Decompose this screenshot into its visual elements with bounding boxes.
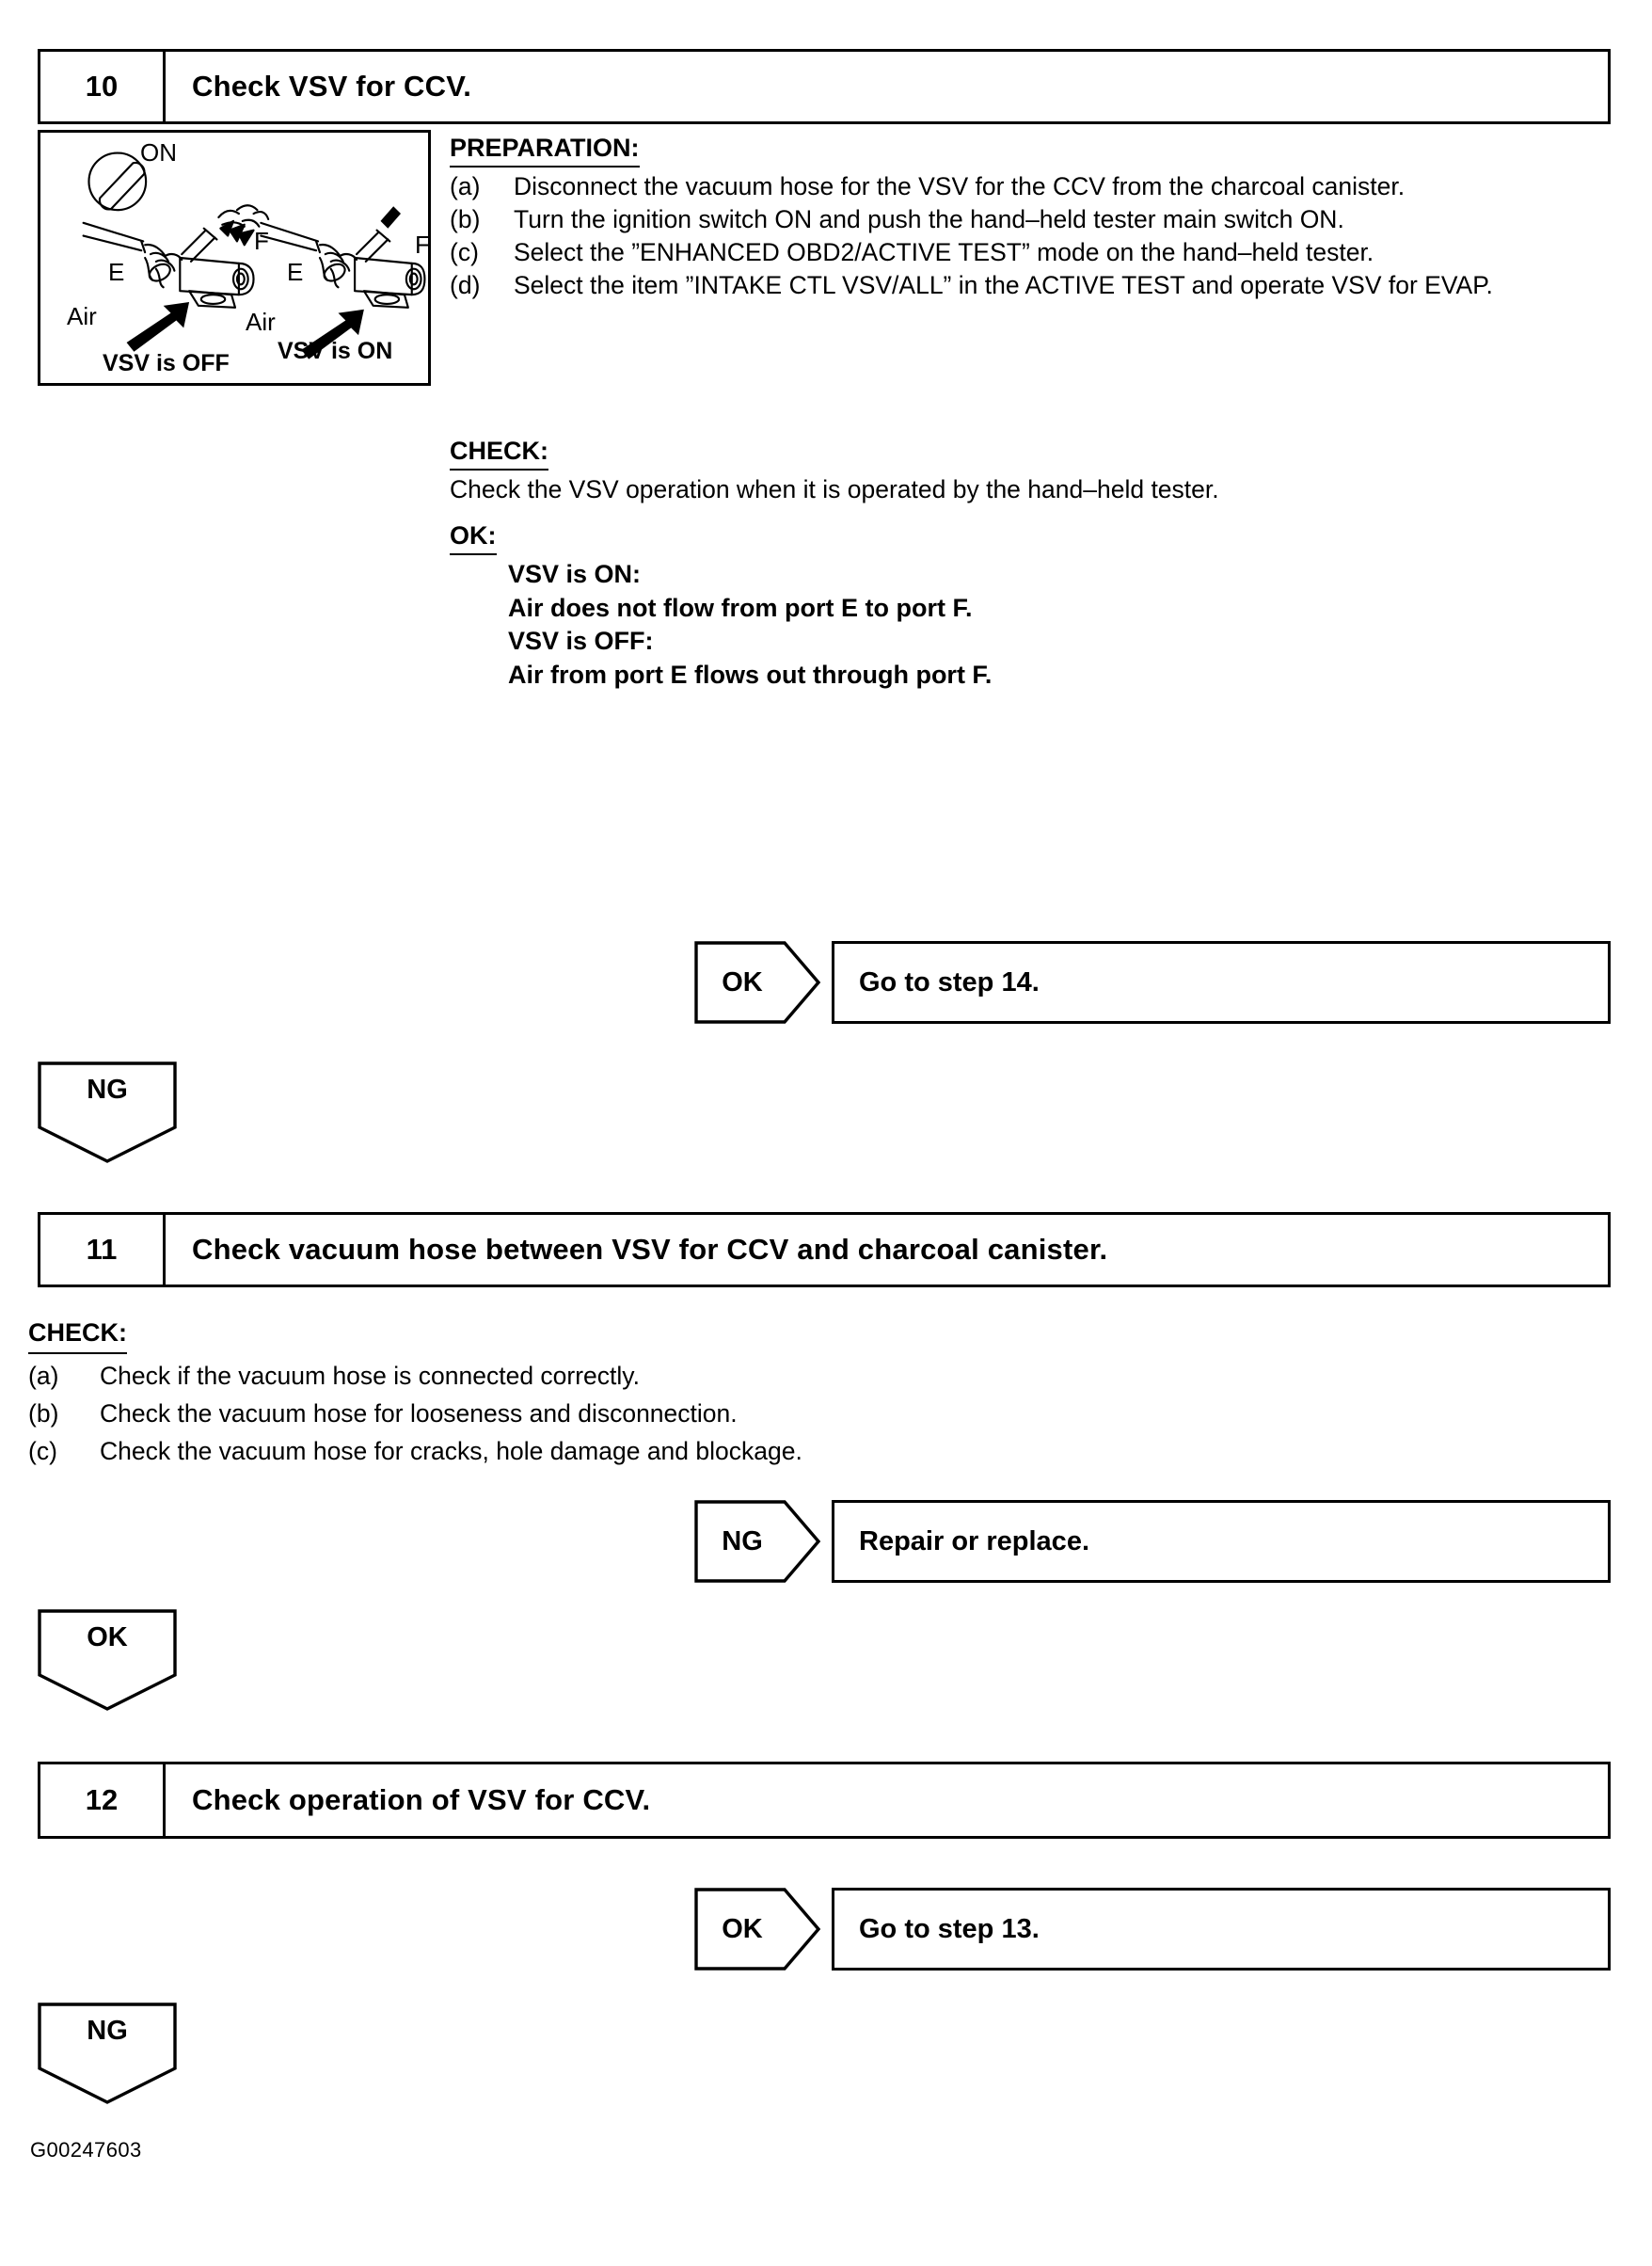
- flow-marker-label: NG: [87, 1075, 128, 1105]
- step11-check-item: [28, 1357, 1345, 1395]
- preparation-item-text: Select the ”ENHANCED OBD2/ACTIVE TEST” mode on the hand–held tester.: [514, 238, 1374, 266]
- step-title-12: Check operation of VSV for CCV.: [192, 1783, 651, 1816]
- flow-marker-ng-after-step12: [38, 2003, 177, 2104]
- step12-result-row: [694, 1888, 1611, 1971]
- step11-check-item-text: Check if the vacuum hose is connected correctly.: [100, 1362, 640, 1390]
- illustration-label-air-right: Air: [246, 308, 276, 336]
- illustration-label-on: ON: [140, 138, 177, 167]
- preparation-item-text: Turn the ignition switch ON and push the hand–held tester main switch ON.: [514, 205, 1344, 233]
- flow-marker-ok-after-step11: [38, 1609, 177, 1711]
- step-title-11: Check vacuum hose between VSV for CCV and charcoal canister.: [192, 1233, 1108, 1266]
- step10-ok-section: [450, 519, 1611, 692]
- flow-marker-label: OK: [87, 1622, 128, 1652]
- illustration-label-f-left: F: [254, 227, 269, 255]
- preparation-item: [450, 236, 1611, 269]
- step10-text-column: [450, 132, 1611, 302]
- preparation-item: [450, 170, 1611, 203]
- step11-result-row: [694, 1500, 1611, 1583]
- step10-result-row: [694, 941, 1611, 1024]
- step-number-12: 12: [40, 1764, 166, 1836]
- step11-judge-label: NG: [722, 1525, 763, 1556]
- flow-marker-ng-after-step10: [38, 1061, 177, 1163]
- step-header-12: [38, 1762, 1611, 1839]
- preparation-item-mark: (a): [450, 172, 481, 200]
- footer-document-code: G00247603: [30, 2138, 142, 2162]
- step10-result-action: [832, 941, 1611, 1024]
- step-header-10: [38, 49, 1611, 124]
- illustration-label-e-left: E: [108, 258, 125, 286]
- preparation-item-mark: (c): [450, 238, 479, 266]
- step12-result-action: [832, 1888, 1611, 1971]
- step11-result-action-label: Repair or replace.: [859, 1525, 1089, 1556]
- step12-judge-ok: [694, 1888, 807, 1971]
- step11-check-section: [28, 1314, 1345, 1470]
- step12-judge-label: OK: [722, 1913, 763, 1944]
- illustration-label-e-right: E: [287, 258, 304, 286]
- step11-check-item-mark: (a): [28, 1362, 59, 1390]
- preparation-heading: PREPARATION:: [450, 132, 640, 168]
- step12-result-action-label: Go to step 13.: [859, 1913, 1040, 1944]
- preparation-item-text: Select the item ”INTAKE CTL VSV/ALL” in the ACTIVE TEST and operate VSV for EVAP.: [514, 271, 1493, 299]
- illustration-label-air-left: Air: [67, 302, 97, 330]
- step-title-10: Check VSV for CCV.: [192, 70, 472, 103]
- step11-judge-ng: [694, 1500, 807, 1583]
- illustration-caption-vsv-on: VSV is ON: [278, 338, 393, 364]
- step11-check-item: [28, 1395, 1345, 1432]
- step11-check-item-mark: (b): [28, 1399, 59, 1428]
- step11-result-action: [832, 1500, 1611, 1583]
- step11-check-item-mark: (c): [28, 1437, 57, 1465]
- step-number-10: 10: [40, 52, 166, 121]
- ok-spec-line: Air from port E flows out through port F.: [508, 660, 993, 689]
- illustration-caption-vsv-off: VSV is OFF: [103, 350, 230, 376]
- step10-result-action-label: Go to step 14.: [859, 966, 1040, 997]
- preparation-item: [450, 203, 1611, 236]
- illustration-label-f-right: F: [415, 231, 430, 259]
- preparation-item: [450, 269, 1611, 302]
- preparation-item-mark: (d): [450, 271, 481, 299]
- step-number-11: 11: [40, 1215, 166, 1285]
- preparation-item-text: Disconnect the vacuum hose for the VSV for the CCV from the charcoal canister.: [514, 172, 1406, 200]
- ok-spec-line: VSV is ON:: [508, 560, 642, 588]
- step11-check-item-text: Check the vacuum hose for cracks, hole damage and blockage.: [100, 1437, 802, 1465]
- step10-check-section: [450, 435, 1611, 506]
- ok-spec-line: VSV is OFF:: [508, 627, 654, 655]
- check-text: Check the VSV operation when it is operated by the hand–held tester.: [450, 475, 1219, 503]
- preparation-item-mark: (b): [450, 205, 481, 233]
- ok-heading: OK:: [450, 519, 497, 555]
- ok-spec-line: Air does not flow from port E to port F.: [508, 593, 973, 622]
- step10-judge-label: OK: [722, 966, 763, 997]
- illustration-vsv-ccv: [38, 130, 431, 386]
- step-header-11: [38, 1212, 1611, 1287]
- check-heading: CHECK:: [450, 435, 548, 471]
- step11-check-item: [28, 1432, 1345, 1470]
- step11-check-heading: CHECK:: [28, 1314, 127, 1354]
- flow-marker-label: NG: [87, 2016, 128, 2046]
- step11-check-item-text: Check the vacuum hose for looseness and disconnection.: [100, 1399, 738, 1428]
- step10-judge-ok: [694, 941, 807, 1024]
